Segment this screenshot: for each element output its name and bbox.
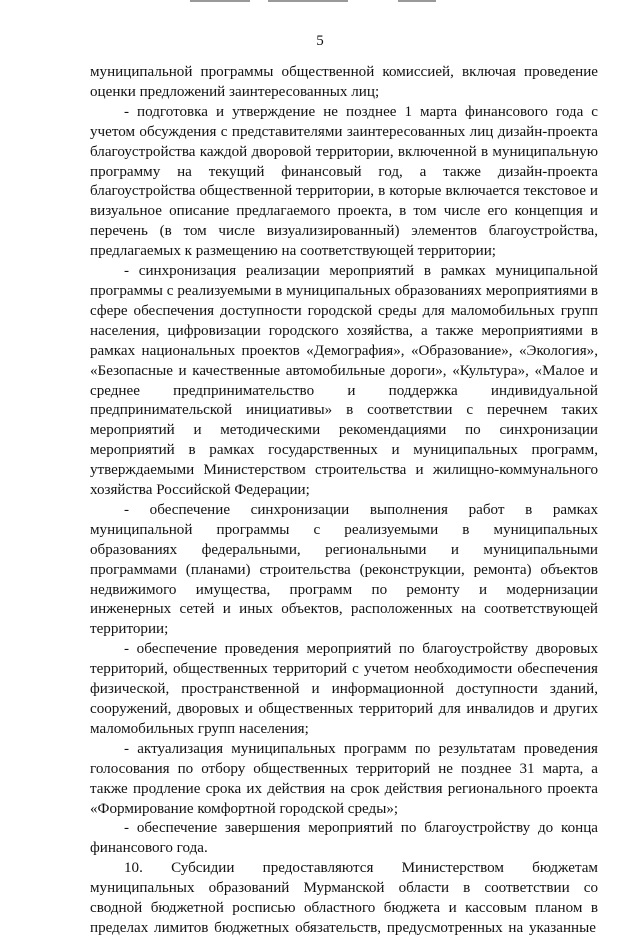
top-edge-marks — [0, 0, 640, 6]
paragraph-synchronization: - синхронизация реализации мероприятий в рамках муниципальной программы с реализуемыми в муниципальных образованиях мероприятиями в сфере обеспечения доступности городской среды для маломобильных групп населения, цифровизации городского хозяйства, а также мероприятиями в рамках национальных проектов «Демография», «Образование», «Экология», «Безопасные и качественные автомобильные дороги», «Культура», «Малое и среднее предпринимательство и поддержка индивидуальной предпринимательской инициативы» в соответствии с перечнем таких мероприятий и методическими рекомендациями по синхронизации мероприятий в рамках государственных и муниципальных программ, утверждаемыми Министерством строительства и жилищно-коммунального хозяйства Российской Федерации; — [90, 263, 598, 499]
paragraph-works-synchronization: - обеспечение синхронизации выполнения работ в рамках муниципальной программы с реализуемыми в муниципальных образованиях федеральными, региональными и муниципальными программами (планами) строительства (реконструкции, ремонта) объектов недвижимого имущества, программ по ремонту и модернизации инженерных сетей и иных объектов, расположенных на соответствующей территории; — [90, 501, 598, 638]
paragraph-completion: - обеспечение завершения мероприятий по благоустройству до конца финансового года. — [90, 820, 598, 857]
paragraph-accessibility: - обеспечение проведения мероприятий по благоустройству дворовых территорий, общественных территорий с учетом необходимости обеспечения физической, пространственной и информационной доступности зданий, сооружений, дворовых и общественных территорий для инвалидов и других маломобильных групп населения; — [90, 641, 598, 737]
document-body — [90, 63, 598, 939]
paragraph-item-10-subsidies: 10. Субсидии предоставляются Министерством бюджетам муниципальных образований Мурманской области в соответствии со сводной бюджетной росписью областного бюджета и кассовым планом в пределах лимитов бюджетных обязательств, предусмотренных на указанные — [90, 860, 598, 936]
page-number: 5 — [316, 33, 324, 49]
paragraph-program-update: - актуализация муниципальных программ по результатам проведения голосования по отбору общественных территорий не позднее 31 марта, а также продление срока их действия на срок действия регионального проекта «Формирование комфортной городской среды»; — [90, 740, 598, 817]
paragraph-design-project: - подготовка и утверждение не позднее 1 марта финансового года с учетом обсуждения с представителями заинтересованных лиц дизайн-проекта благоустройства каждой дворовой территории, включенной в муниципальную программу на текущий финансовый год, а также дизайн-проекта благоустройства общественной территории, в которые включается текстовое и визуальное описание предлагаемого проекта, в том числе его концепция и перечень (в том числе визуализированный) элементов благоустройства, предлагаемых к размещению на соответствующей территории; — [90, 103, 598, 260]
paragraph-continuation: муниципальной программы общественной комиссией, включая проведение оценки предложений заинтересованных лиц; — [90, 64, 598, 100]
